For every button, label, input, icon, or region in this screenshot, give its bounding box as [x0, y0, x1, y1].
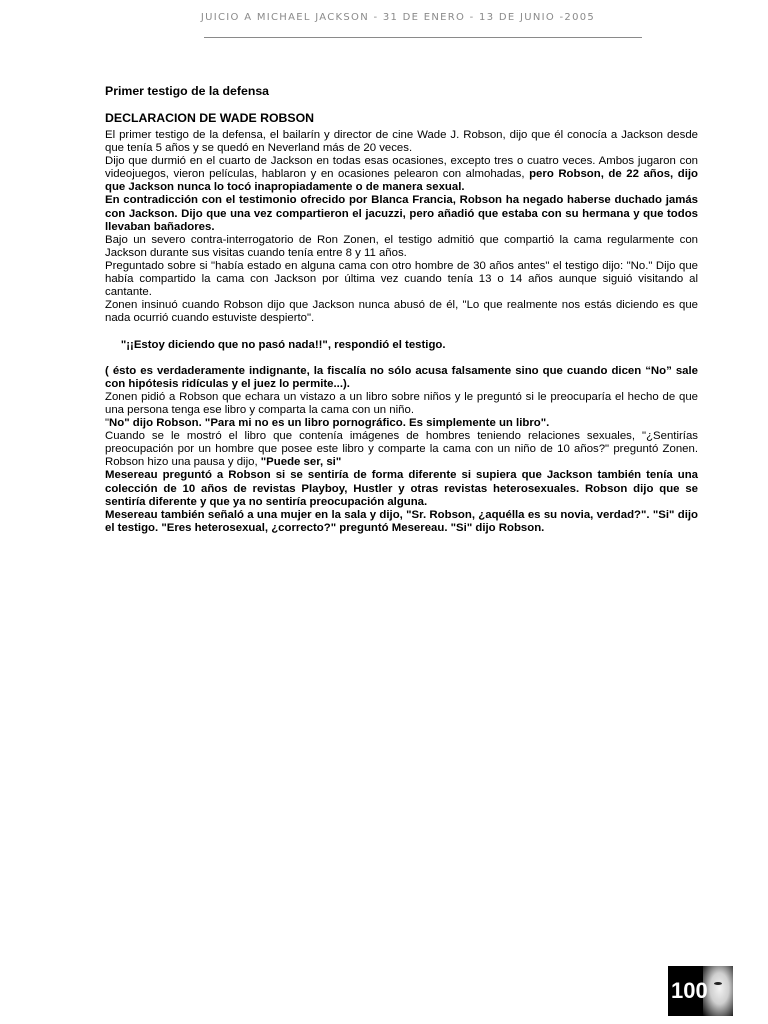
paragraph [105, 260, 698, 299]
paragraph [105, 194, 698, 233]
section-title: Primer testigo de la defensa [105, 84, 270, 98]
paragraph [105, 469, 698, 508]
article-body [105, 84, 698, 535]
paragraph-bold-text: ( ésto es verdaderamente indignante, la fiscalía no sólo acusa falsamente sino que cuando dicen “No” sale con hipótesis ridículas y el juez lo permite...). [105, 364, 698, 390]
paragraph-text: Bajo un severo contra-interrogatorio de Ron Zonen, el testigo admitió que compartió la cama regularmente con Jackson durante sus visitas cuando tenía entre 8 y 11 años. [105, 233, 698, 259]
paragraph-bold-text: En contradicción con el testimonio ofrecido por Blanca Francia, Robson ha negado haberse duchado jamás con Jackson. Dijo que una vez compartieron el jacuzzi, pero añadió que estaba con su hermana y que todos llevaban bañadores. [105, 194, 698, 233]
paragraph-text: " [105, 417, 110, 430]
paragraph-bold-text: "¡¡Estoy diciendo que no pasó nada!!", respondió el testigo. [117, 338, 446, 351]
page-number: 100 [671, 978, 708, 1003]
paragraph [105, 365, 698, 391]
running-header [0, 12, 768, 23]
paragraph [105, 417, 698, 430]
paragraph [105, 155, 698, 194]
paragraph [105, 129, 698, 155]
paragraph [105, 391, 698, 417]
paragraph-text: Preguntado sobre si "había estado en alguna cama con otro hombre de 30 años antes" el testigo dijo: "No." Dijo que había compartido la cama con Jackson por última vez cuando tenía 13 o 14 años aunque siguió visitando al cantante. [105, 259, 698, 299]
header-title: JUICIO A MICHAEL JACKSON - 31 DE ENERO - 13 DE JUNIO -2005 [200, 12, 596, 23]
paragraph-text: Cuando se le mostró el libro que contenía imágenes de hombres teniendo relaciones sexuales, "¿Sentirías preocupación por un hombre que posee este libro y comparte la cama con un niño de 10 años?" preguntó Zonen. Robson hizo una pausa y dijo, [105, 430, 698, 469]
paragraph [105, 299, 698, 325]
paragraph-text: El primer testigo de la defensa, el bailarín y director de cine Wade J. Robson, dijo que él conocía a Jackson desde que tenía 5 años y se quedó en Neverland más de 20 veces. [105, 129, 698, 155]
paragraph [105, 325, 698, 364]
paragraph [105, 234, 698, 260]
paragraph-bold-text: No" dijo Robson. "Para mi no es un libro pornográfico. Es simplemente un libro". [109, 417, 550, 430]
paragraph-bold-text: pero Robson, de 22 años, dijo que Jackson nunca lo tocó inapropiadamente o de manera sexual. [105, 168, 698, 194]
header-divider [204, 37, 642, 38]
portrait-eye [714, 982, 722, 985]
page-number-badge [668, 966, 733, 1016]
paragraph-bold-text: Mesereau preguntó a Robson si se sentiría de forma diferente si supiera que Jackson también tenía una colección de 10 años de revistas Playboy, Hustler y otras revistas heterosexuales. Robson dijo que se sentiría diferente y que ya no sentiría preocupación alguna. [105, 469, 698, 508]
paragraph [105, 430, 698, 469]
paragraph-text: Zonen insinuó cuando Robson dijo que Jackson nunca abusó de él, "Lo que realmente nos estás diciendo es que nada ocurrió cuando estuviste despierto". [105, 299, 698, 325]
declaration-title: DECLARACION DE WADE ROBSON [105, 111, 315, 125]
paragraph-text: Zonen pidió a Robson que echara un vistazo a un libro sobre niños y le preguntó si le preocuparía el hecho de que una persona tenga ese libro y comparta la cama con un niño. [105, 390, 698, 416]
paragraph-text: Dijo que durmió en el cuarto de Jackson en todas esas ocasiones, excepto tres o cuatro veces. Ambos jugaron con videojuegos, vieron películas, hablaron y en ocasiones pelearon con almohadas, [105, 155, 698, 181]
paragraph [105, 509, 698, 535]
paragraph-bold-text: Mesereau también señaló a una mujer en la sala y dijo, "Sr. Robson, ¿aquélla es su novia, verdad?". "Si" dijo el testigo. "Eres heterosexual, ¿correcto?" preguntó Mesereau. "Si" dijo Robson. [105, 508, 698, 534]
paragraph-bold-text: "Puede ser, si" [260, 456, 342, 469]
